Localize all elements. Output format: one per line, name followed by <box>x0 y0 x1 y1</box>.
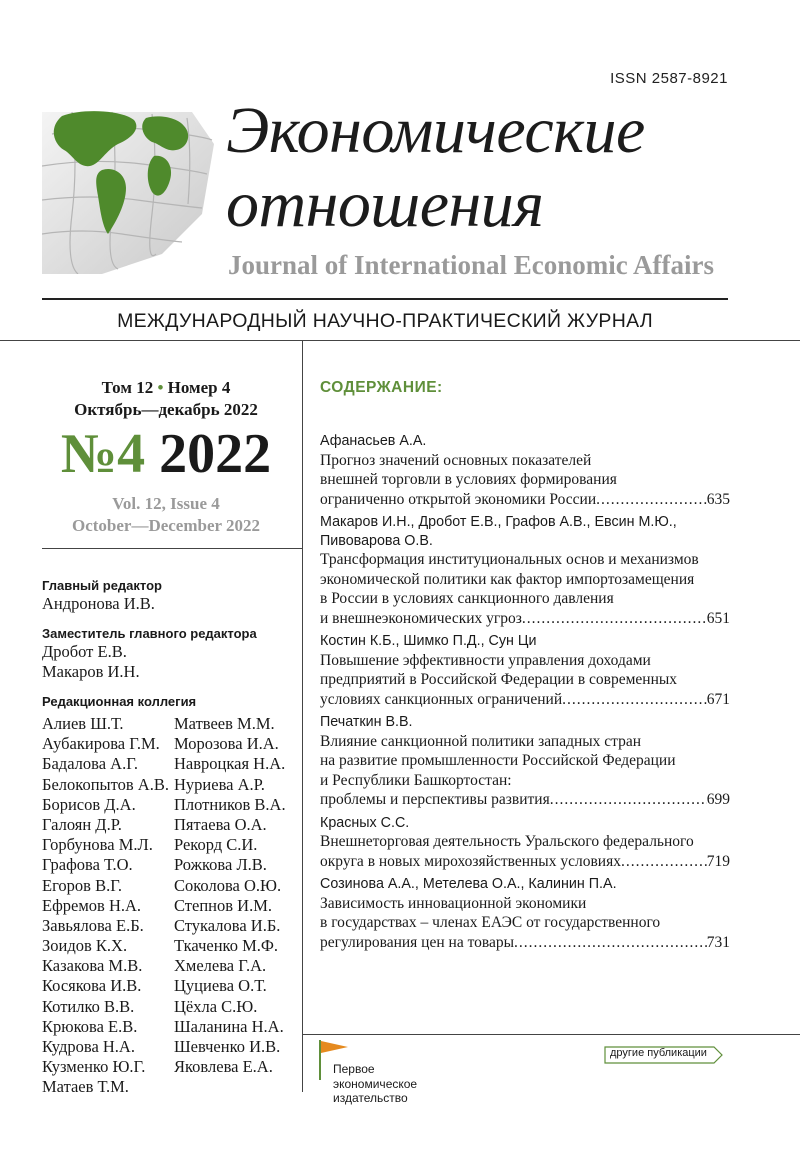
board-member: Цёхла С.Ю. <box>174 996 258 1016</box>
toc-title-line: в России в условиях санкционного давления <box>320 590 614 607</box>
toc-leader-dots <box>514 933 707 953</box>
board-member: Матвеев М.М. <box>174 714 275 733</box>
puzzle-globe-image <box>42 104 214 274</box>
board-member: Хмелева Г.А. <box>174 956 267 976</box>
toc-leader-dots <box>522 609 707 629</box>
publisher-line: издательство <box>333 1091 408 1105</box>
toc-title-line: условиях санкционных ограничений <box>320 690 563 708</box>
footer-divider <box>302 1034 800 1035</box>
toc-title-line: регулирования цен на товары <box>320 933 515 951</box>
other-publications-label: другие публикации <box>610 1047 707 1059</box>
board-member: Рожкова Л.В. <box>174 855 267 875</box>
issue-period-en: October—December 2022 <box>71 516 261 535</box>
board-member: Рекорд С.И. <box>174 835 258 855</box>
toc-title-last-line <box>320 609 730 629</box>
board-member: Аубакирова Г.М. <box>42 734 160 754</box>
toc-title-line: Прогноз значений основных показателей <box>320 451 592 469</box>
toc-authors: Красных С.С. <box>320 814 410 831</box>
journal-title-line1: Экономические <box>226 94 645 167</box>
board-member: Матаев Т.М. <box>42 1077 129 1097</box>
issue-volume-en: Vol. 12, Issue 4 <box>112 494 220 513</box>
toc-title-line: предприятий в Российской Федерации в современных <box>320 671 678 688</box>
journal-type: МЕЖДУНАРОДНЫЙ НАУЧНО-ПРАКТИЧЕСКИЙ ЖУРНАЛ <box>117 310 653 332</box>
deputy-editor-name: Макаров И.Н. <box>42 662 140 681</box>
issue-volume-line <box>42 378 290 398</box>
publisher-line: Первое <box>333 1062 375 1076</box>
board-member: Галоян Д.Р. <box>42 814 122 834</box>
volume-ru: Том 12 <box>101 378 154 397</box>
board-member: Степнов И.М. <box>174 895 272 915</box>
issue-number: №4 <box>60 423 146 485</box>
toc-title-line: ограниченно открытой экономики России <box>320 490 597 508</box>
board-member: Косякова И.В. <box>42 976 142 996</box>
issue-period-ru: Октябрь—декабрь 2022 <box>74 400 258 419</box>
toc-title-line: Повышение эффективности управления доходами <box>320 651 651 669</box>
board-member: Кудрова Н.А. <box>42 1037 135 1056</box>
toc-entry[interactable] <box>320 432 730 509</box>
toc-title-last-line <box>320 933 730 953</box>
toc-entry[interactable] <box>320 875 730 952</box>
board-member: Зоидов К.Х. <box>42 936 128 956</box>
board-member: Ткаченко М.Ф. <box>174 936 279 956</box>
publisher-name <box>333 1062 417 1106</box>
toc-authors: Пивоварова О.В. <box>320 532 433 549</box>
board-member: Морозова И.А. <box>174 734 279 754</box>
deputy-editor-label: Заместитель главного редактора <box>42 626 257 641</box>
toc-entry[interactable] <box>320 814 730 872</box>
board-member: Бадалова А.Г. <box>42 754 139 774</box>
board-member: Казакова М.В. <box>42 956 143 976</box>
toc-title-line: Трансформация институциональных основ и механизмов <box>320 551 699 568</box>
toc-title-line: Зависимость инновационной экономики <box>320 894 587 912</box>
toc-authors: Созинова А.А., Метелева О.А., Калинин П.А. <box>320 876 617 892</box>
board-member: Егоров В.Г. <box>42 875 123 895</box>
toc-leader-dots <box>550 790 707 810</box>
toc-entry[interactable] <box>320 713 730 810</box>
other-publications-button[interactable] <box>604 1046 724 1064</box>
editorial-board-column-2 <box>174 714 286 1077</box>
toc-page-number: 635 <box>706 490 730 508</box>
contents-heading: СОДЕРЖАНИЕ: <box>320 379 443 396</box>
top-divider <box>42 298 728 300</box>
toc-title-last-line <box>320 690 730 710</box>
chief-editor-name: Андронова И.В. <box>42 594 155 613</box>
toc-page-number: 719 <box>706 852 730 870</box>
toc-title-line: округа в новых мирохозяйственных условиях <box>320 852 621 870</box>
board-member: Горбунова М.Л. <box>42 835 153 855</box>
toc-title-line: и внешнеэкономических угроз <box>320 609 522 627</box>
toc-title-line: и Республики Башкортостан: <box>320 771 512 789</box>
board-member: Плотников В.А. <box>174 794 286 814</box>
toc-title-line: Влияние санкционной политики западных стран <box>320 732 642 750</box>
toc-title-line: внешней торговли в условиях формирования <box>320 471 617 488</box>
board-member: Завьялова Е.Б. <box>42 915 144 935</box>
issn: ISSN 2587-8921 <box>610 70 728 87</box>
board-member: Стукалова И.Б. <box>174 915 281 935</box>
number-ru: Номер 4 <box>167 378 231 397</box>
toc-title-line: экономической политики как фактор импортозамещения <box>320 570 695 588</box>
journal-subtitle: Journal of International Economic Affairs <box>228 250 714 280</box>
board-member: Шевченко И.В. <box>174 1037 281 1056</box>
toc-title-line: проблемы и перспективы развития <box>320 791 550 808</box>
toc-title-last-line <box>320 790 730 810</box>
toc-entry[interactable] <box>320 513 730 628</box>
toc-page-number: 731 <box>706 933 730 951</box>
board-member: Котилко В.В. <box>42 996 135 1016</box>
toc-title-line: на развитие промышленности Российской Федерации <box>320 752 676 769</box>
board-member: Яковлева Е.А. <box>174 1057 273 1077</box>
toc-authors: Печаткин В.В. <box>320 714 413 730</box>
toc-entry[interactable] <box>320 632 730 709</box>
toc-authors: Макаров И.Н., Дробот Е.В., Графов А.В., Евсин М.Ю., <box>320 514 677 530</box>
left-divider <box>42 548 302 549</box>
board-member: Шаланина Н.А. <box>174 1016 284 1036</box>
board-member: Алиев Ш.Т. <box>42 714 124 733</box>
journal-title-line2: отношения <box>226 168 544 241</box>
toc-page-number: 651 <box>706 609 730 627</box>
toc-leader-dots <box>562 690 707 710</box>
publisher-line: экономическое <box>333 1076 418 1091</box>
board-member: Цуциева О.Т. <box>174 976 267 996</box>
board-member: Навроцкая Н.А. <box>174 754 286 774</box>
toc-page-number: 699 <box>706 791 730 808</box>
table-of-contents <box>320 432 730 956</box>
issue-big-number <box>42 424 290 486</box>
deputy-editor-name: Дробот Е.В. <box>42 642 127 661</box>
toc-title-line: Внешнеторговая деятельность Уральского федерального <box>320 833 694 850</box>
board-member: Белокопытов А.В. <box>42 774 169 794</box>
toc-leader-dots <box>621 852 707 872</box>
toc-title-last-line <box>320 490 730 510</box>
header-divider <box>0 340 800 341</box>
column-divider <box>302 340 303 1092</box>
board-member: Борисов Д.А. <box>42 794 136 814</box>
board-member: Нуриева А.Р. <box>174 774 265 794</box>
toc-title-last-line <box>320 852 730 872</box>
board-member: Крюкова Е.В. <box>42 1016 138 1036</box>
board-member: Пятаева О.А. <box>174 814 267 834</box>
board-member: Ефремов Н.А. <box>42 895 142 915</box>
issue-year: 2022 <box>159 423 272 485</box>
board-member: Соколова О.Ю. <box>174 875 282 895</box>
toc-title-line: в государствах – членах ЕАЭС от государственного <box>320 914 661 931</box>
board-member: Кузменко Ю.Г. <box>42 1057 146 1077</box>
toc-page-number: 671 <box>706 690 730 708</box>
board-member: Графова Т.О. <box>42 855 133 875</box>
toc-authors: Костин К.Б., Шимко П.Д., Сун Ци <box>320 633 537 649</box>
chief-editor-label: Главный редактор <box>42 578 162 593</box>
toc-authors: Афанасьев А.А. <box>320 433 427 449</box>
separator-dot: • <box>157 378 164 397</box>
toc-leader-dots <box>596 490 707 510</box>
editorial-board-label: Редакционная коллегия <box>42 694 197 709</box>
editorial-board-column-1 <box>42 714 169 1098</box>
